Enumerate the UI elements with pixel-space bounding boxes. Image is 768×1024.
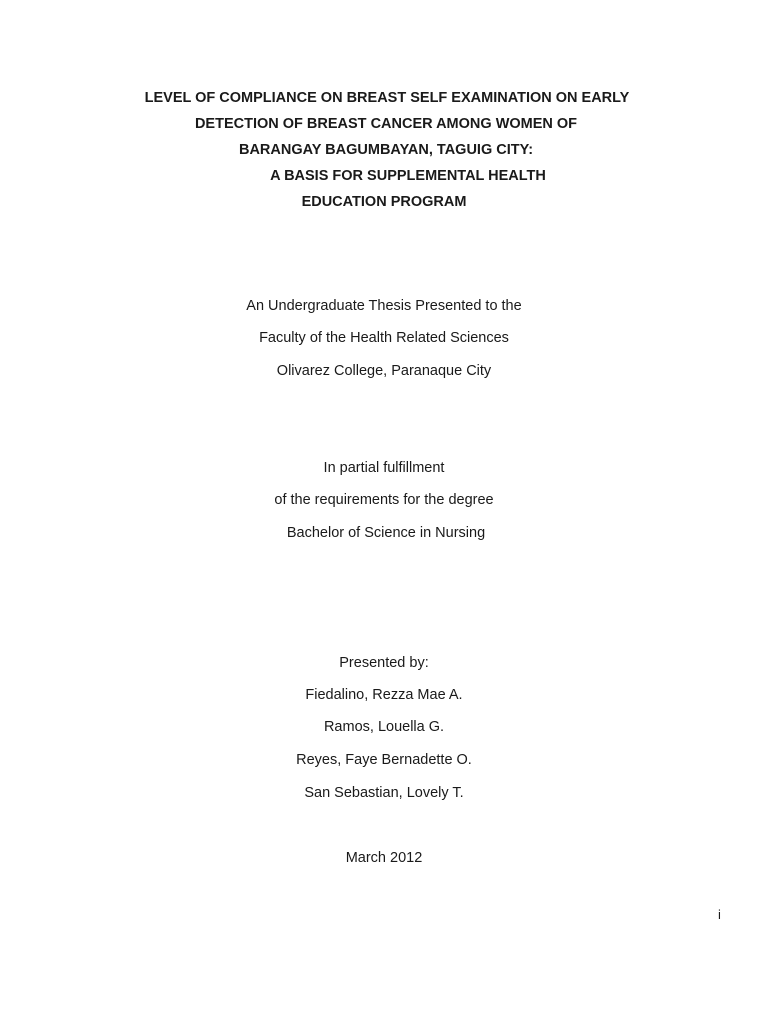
- author-name-1: Fiedalino, Rezza Mae A.: [305, 687, 463, 703]
- author-name-3: Reyes, Faye Bernadette O.: [296, 752, 472, 768]
- title-line-5: EDUCATION PROGRAM: [301, 194, 467, 210]
- title-line-3: BARANGAY BAGUMBAYAN, TAGUIG CITY:: [238, 142, 534, 158]
- presented-by-label: Presented by:: [339, 655, 429, 671]
- title-line-1: LEVEL OF COMPLIANCE ON BREAST SELF EXAMINATION ON EARLY: [144, 90, 630, 106]
- page-number: i: [718, 907, 721, 922]
- college-line: Olivarez College, Paranaque City: [276, 363, 492, 379]
- partial-fulfillment-line: In partial fulfillment: [323, 460, 445, 476]
- title-line-2: DETECTION OF BREAST CANCER AMONG WOMEN OF: [194, 116, 578, 132]
- faculty-line: Faculty of the Health Related Sciences: [259, 330, 509, 346]
- presented-to-line: An Undergraduate Thesis Presented to the: [246, 298, 522, 314]
- author-name-4: San Sebastian, Lovely T.: [304, 785, 464, 801]
- title-line-4: A BASIS FOR SUPPLEMENTAL HEALTH: [270, 168, 546, 184]
- degree-line: Bachelor of Science in Nursing: [286, 525, 486, 541]
- requirements-line: of the requirements for the degree: [274, 492, 494, 508]
- author-name-2: Ramos, Louella G.: [323, 719, 445, 735]
- thesis-date: March 2012: [345, 850, 423, 866]
